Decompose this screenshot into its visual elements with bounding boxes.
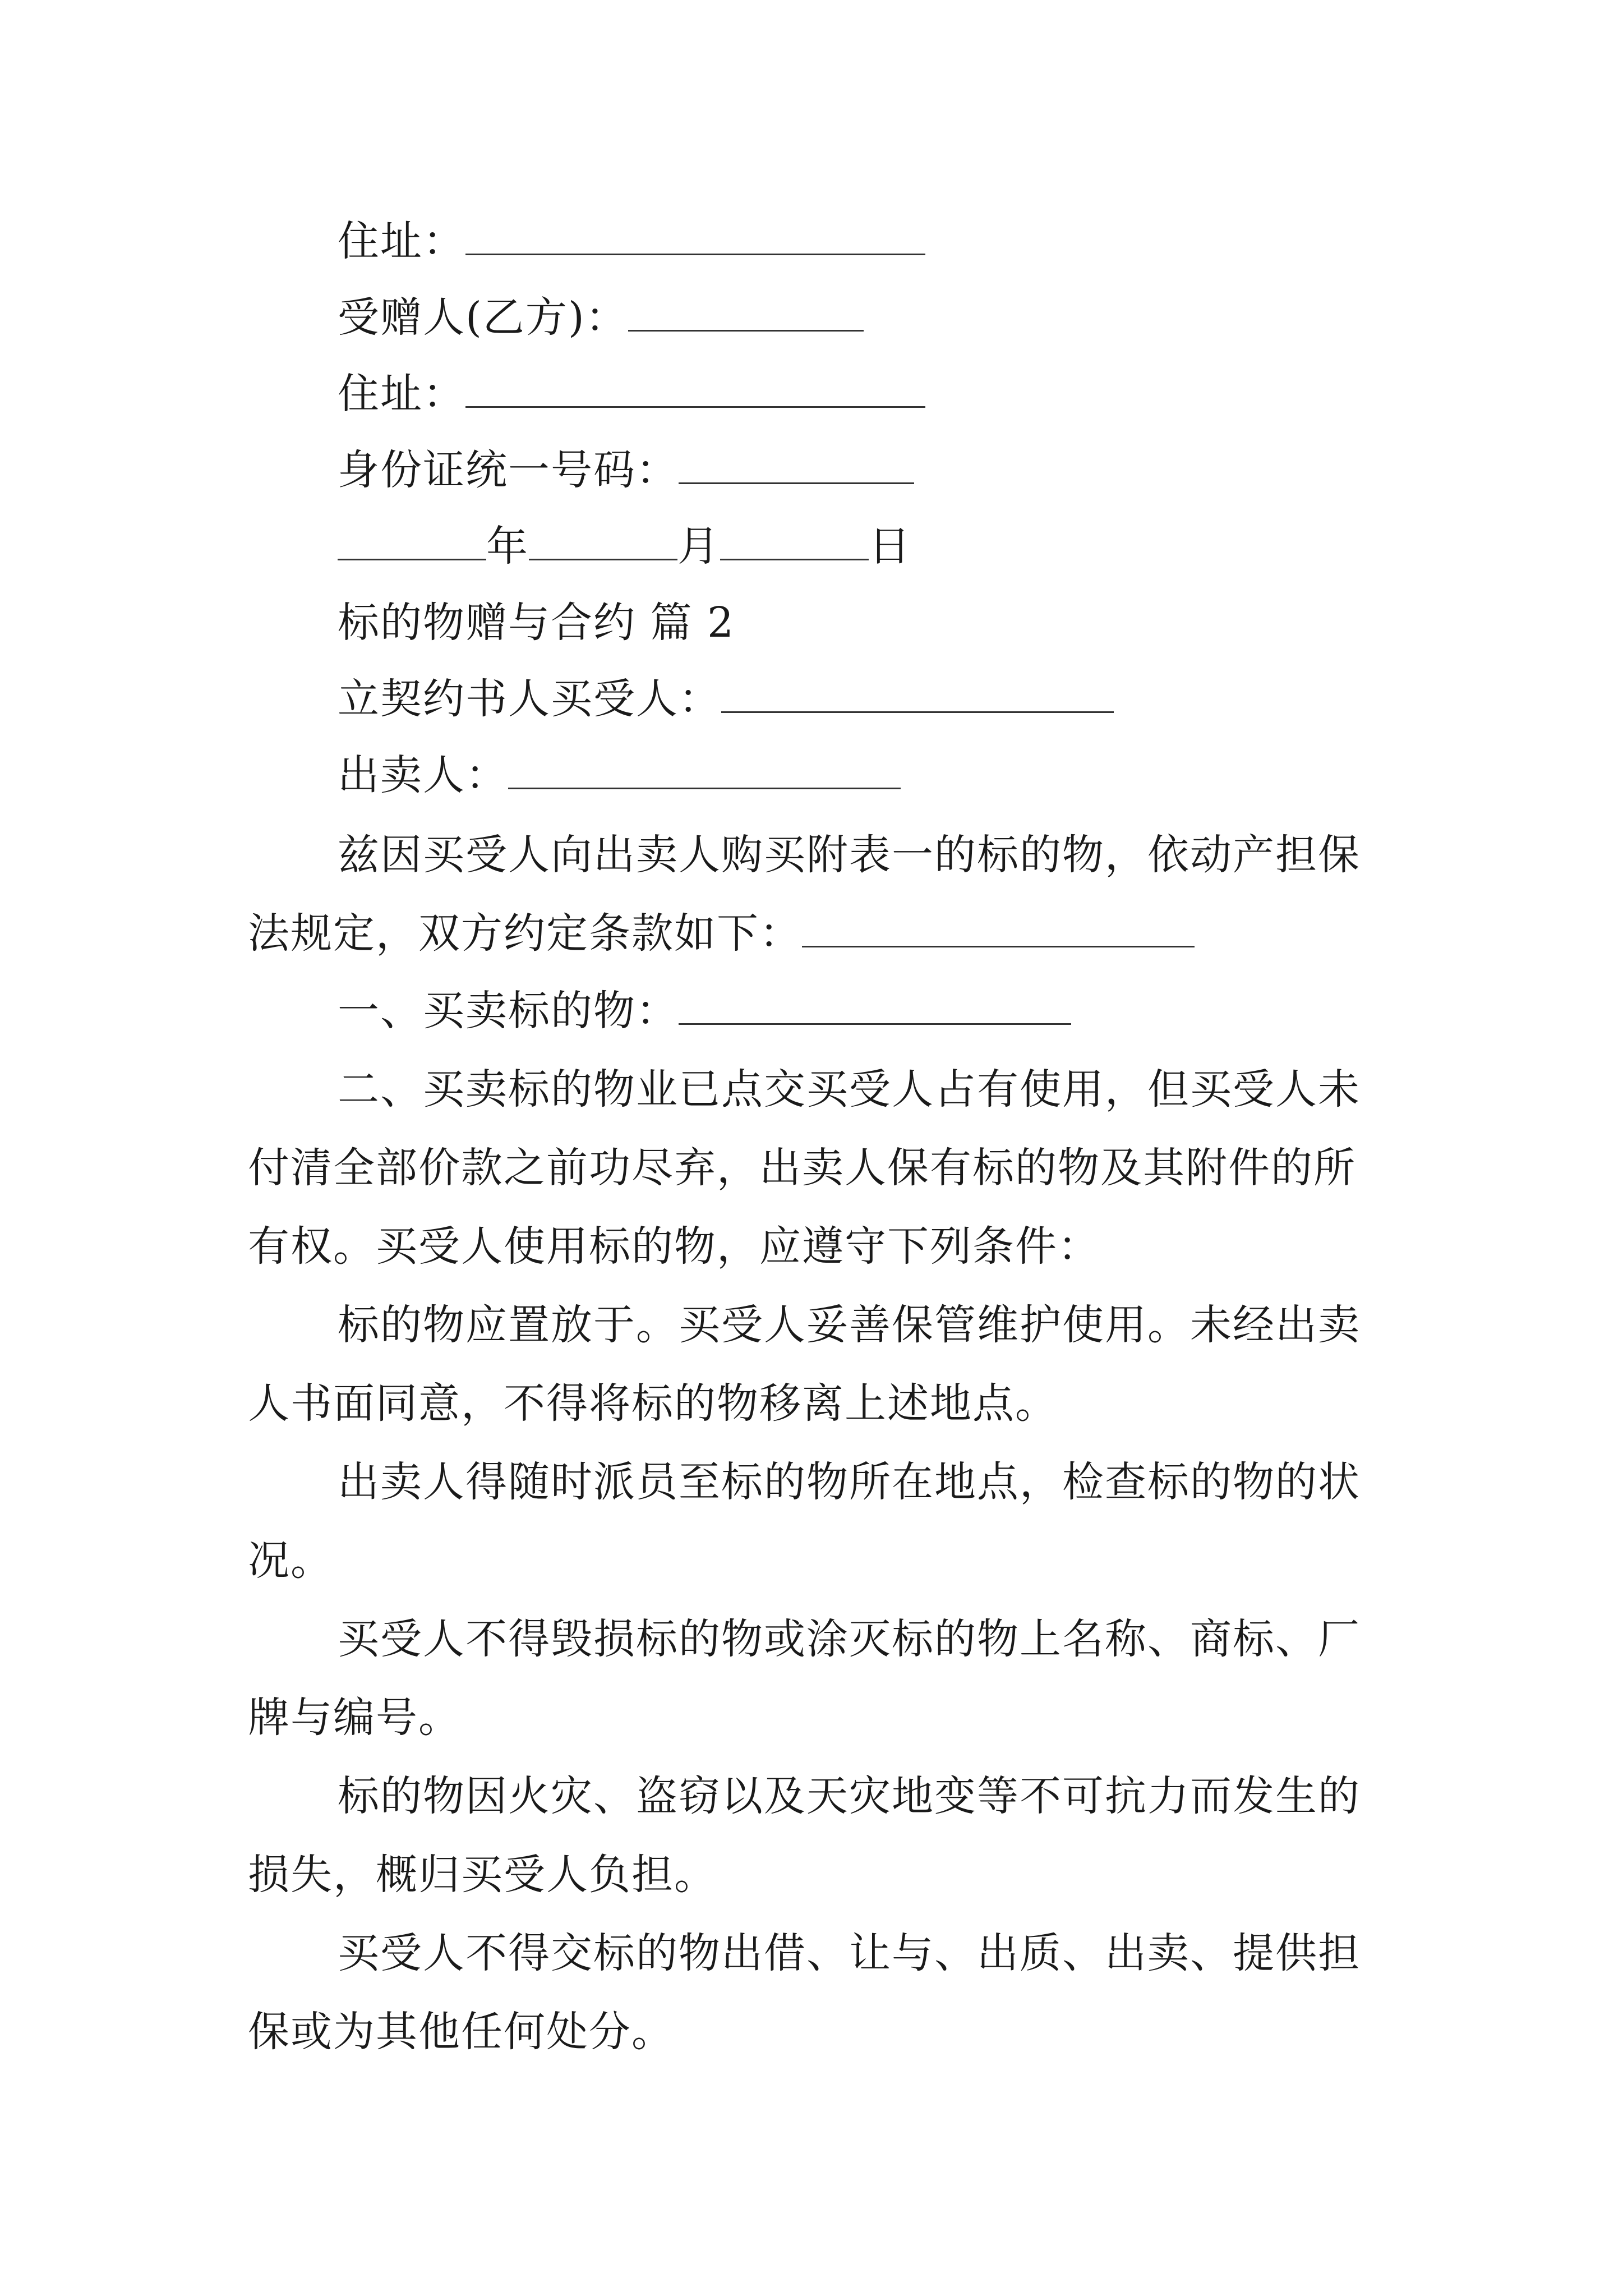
date-line (338, 518, 1476, 574)
paragraph-7-text-1: 标的物因火灾、盗窃以及天灾地变等不可抗力而发生的 (338, 1772, 1361, 1820)
paragraph-3-line-3 (248, 1218, 1386, 1274)
paragraph-5-line-2 (248, 1533, 1386, 1589)
donor-address-line (338, 213, 1476, 269)
paragraph-5-line-1 (338, 1454, 1476, 1510)
donee-line (338, 289, 1476, 346)
paragraph-4-line-1 (338, 1297, 1476, 1353)
paragraph-8-line-2 (248, 2004, 1386, 2060)
paragraph-1-text-2: 法规定，双方约定条款如下： (248, 909, 802, 958)
day-blank (720, 523, 869, 560)
paragraph-7-text-2: 损失，概归买受人负担。 (248, 1851, 717, 1899)
paragraph-5-text-1: 出卖人得随时派员至标的物所在地点，检查标的物的状 (338, 1458, 1361, 1506)
buyer-blank (721, 675, 1114, 713)
paragraph-7-line-1 (338, 1768, 1476, 1824)
section-title-text: 标的物赠与合约 篇 2 (338, 599, 735, 647)
id-number-line (338, 442, 1476, 498)
paragraph-8-text-1: 买受人不得交标的物出借、让与、出质、出卖、提供担 (338, 1929, 1361, 1977)
paragraph-6-text-1: 买受人不得毁损标的物或涂灭标的物上名称、商标、厂 (338, 1615, 1361, 1663)
paragraph-5-text-2: 况。 (248, 1536, 333, 1585)
paragraph-1-text-1: 兹因买受人向出卖人购买附表一的标的物，依动产担保 (338, 831, 1361, 879)
donor-address-label: 住址： (338, 217, 465, 265)
month-blank (529, 523, 677, 560)
subject-blank (679, 987, 1071, 1025)
donee-address-line (338, 366, 1476, 422)
day-label: 日 (869, 522, 911, 570)
terms-blank (802, 910, 1195, 947)
month-label: 月 (677, 522, 720, 570)
paragraph-3-text-2: 付清全部价款之前功尽弃，出卖人保有标的物及其附件的所 (248, 1144, 1356, 1192)
paragraph-1-line-2 (248, 905, 1386, 961)
paragraph-3-text-3: 有权。买受人使用标的物，应遵守下列条件： (248, 1222, 1100, 1271)
paragraph-1-line-1 (338, 827, 1476, 883)
paragraph-3-line-2 (248, 1140, 1386, 1196)
paragraph-4-line-2 (248, 1375, 1386, 1432)
section-title (338, 595, 1476, 651)
donee-address-label: 住址： (338, 370, 465, 418)
seller-line (338, 747, 1476, 803)
seller-blank (508, 752, 901, 789)
year-blank (338, 523, 486, 560)
paragraph-3-text-1: 二、买卖标的物业已点交买受人占有使用，但买受人未 (338, 1065, 1361, 1114)
paragraph-7-line-2 (248, 1847, 1386, 1903)
donor-address-blank (465, 218, 925, 255)
seller-label: 出卖人： (338, 751, 508, 799)
paragraph-3-line-1 (338, 1061, 1476, 1117)
paragraph-2-line (338, 983, 1476, 1039)
paragraph-6-line-2 (248, 1690, 1386, 1746)
id-number-blank (679, 447, 914, 484)
buyer-label: 立契约书人买受人： (338, 675, 721, 723)
id-number-label: 身份证统一号码： (338, 446, 679, 494)
donee-label: 受赠人(乙方)： (338, 293, 628, 342)
paragraph-8-line-1 (338, 1925, 1476, 1981)
paragraph-8-text-2: 保或为其他任何处分。 (248, 2008, 674, 2056)
paragraph-6-line-1 (338, 1611, 1476, 1667)
donee-address-blank (465, 370, 925, 408)
paragraph-4-text-1: 标的物应置放于。买受人妥善保管维护使用。未经出卖 (338, 1301, 1361, 1349)
donee-blank (628, 294, 864, 332)
buyer-line (338, 671, 1476, 727)
paragraph-4-text-2: 人书面同意，不得将标的物移离上述地点。 (248, 1379, 1058, 1428)
paragraph-6-text-2: 牌与编号。 (248, 1694, 461, 1742)
paragraph-2-text: 一、买卖标的物： (338, 987, 679, 1035)
year-label: 年 (486, 522, 529, 570)
